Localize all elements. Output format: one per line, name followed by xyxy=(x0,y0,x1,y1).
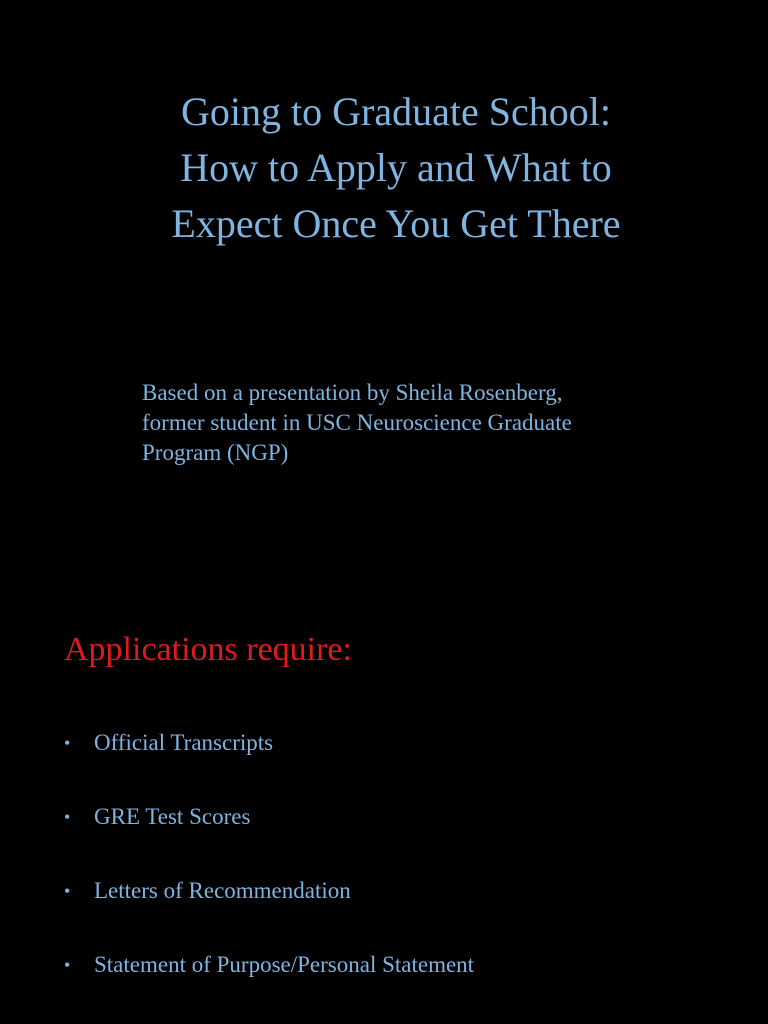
list-item-label: GRE Test Scores xyxy=(94,804,251,829)
list-item-label: Official Transcripts xyxy=(94,730,274,755)
bullet-icon: • xyxy=(64,955,71,975)
slide-title xyxy=(0,84,768,252)
credit-line-3: Program (NGP) xyxy=(142,440,289,465)
bullet-icon: • xyxy=(64,807,71,827)
credit-line-2: former student in USC Neuroscience Graduate xyxy=(142,410,572,435)
list-item-label: Statement of Purpose/Personal Statement xyxy=(94,952,475,977)
title-line-2: How to Apply and What to xyxy=(180,145,612,190)
title-line-3: Expect Once You Get There xyxy=(171,201,621,246)
bullet-icon: • xyxy=(64,733,71,753)
presentation-credit xyxy=(142,378,662,468)
credit-line-1: Based on a presentation by Sheila Rosenberg, xyxy=(142,380,563,405)
title-line-1: Going to Graduate School: xyxy=(181,89,611,134)
list-item-label: Letters of Recommendation xyxy=(94,878,351,903)
section-heading: Applications require: xyxy=(64,631,352,668)
bullet-icon: • xyxy=(64,881,71,901)
